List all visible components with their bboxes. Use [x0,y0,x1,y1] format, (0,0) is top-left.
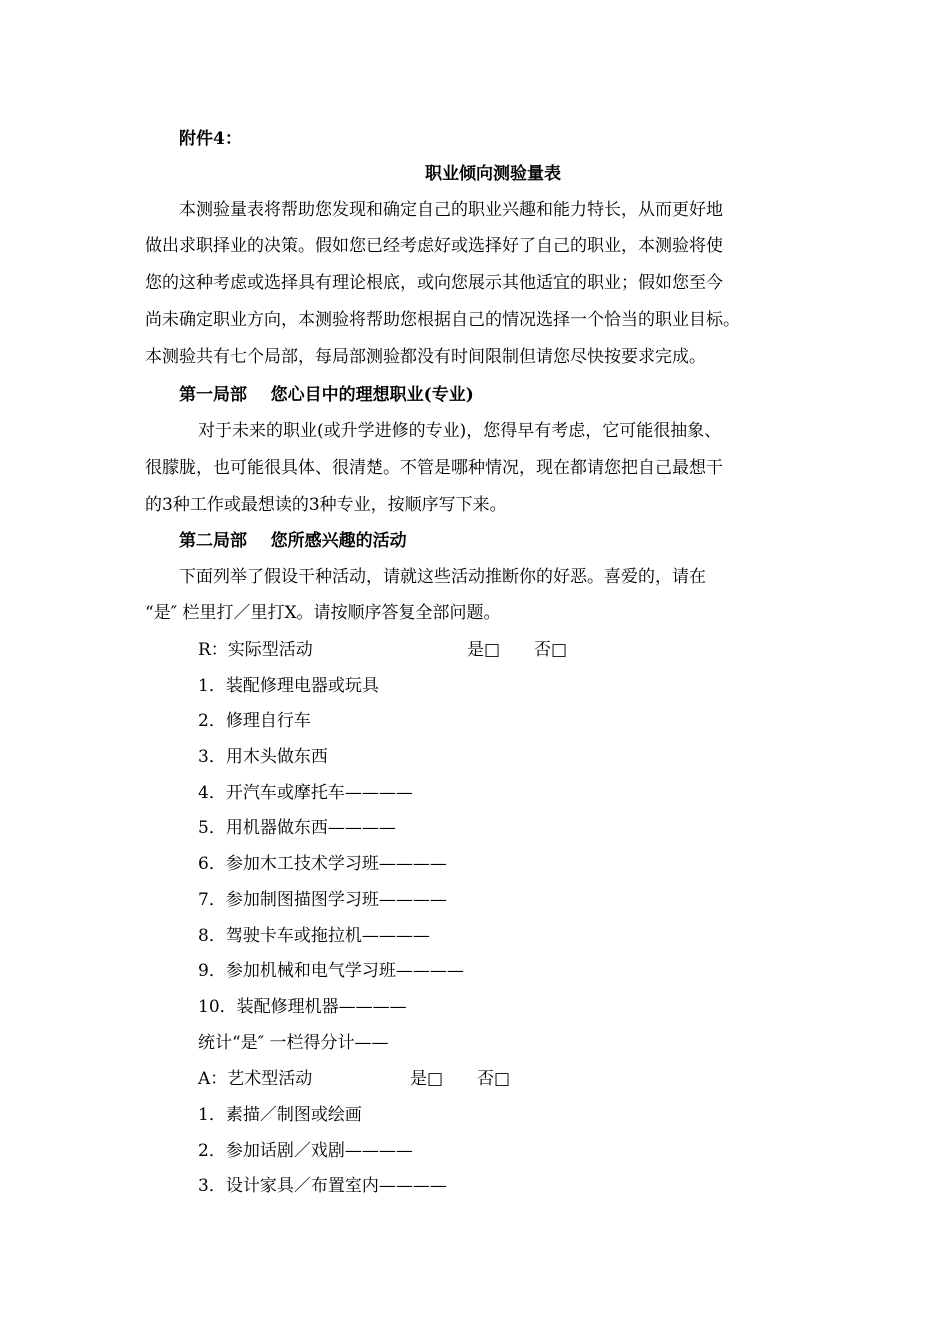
section-a-label: A：艺术型活动 [198,1069,313,1089]
section-a-yes-checkbox[interactable]: 是□ [410,1069,444,1089]
section-r-item: 10．装配修理机器———— [198,997,407,1017]
section-a-item: 2．参加话剧／戏剧———— [198,1141,413,1161]
intro-line: 本测验量表将帮助您发现和确定自己的职业兴趣和能力特长，从而更好地 [179,200,723,220]
part1-heading: 第一局部 您心目中的理想职业(专业) [179,385,474,405]
section-a-item: 3．设计家具／布置室内———— [198,1176,447,1196]
part1-text-line: 很朦胧，也可能很具体、很清楚。不管是哪种情况，现在都请您把自己最想干 [145,458,723,478]
section-r-item: 5．用机器做东西———— [198,818,396,838]
section-r-no-checkbox[interactable]: 否□ [534,640,568,660]
section-r-yes-checkbox[interactable]: 是□ [467,640,501,660]
document-title: 职业倾向测验量表 [425,164,561,184]
section-a-no-checkbox[interactable]: 否□ [477,1069,511,1089]
section-r-item: 4．开汽车或摩托车———— [198,783,413,803]
part2-text-line: 下面列举了假设干种活动，请就这些活动推断你的好恶。喜爱的，请在 [179,567,706,587]
intro-line: 本测验共有七个局部，每局部测验都没有时间限制但请您尽快按要求完成。 [145,347,706,367]
part1-text-line: 的3种工作或最想读的3种专业，按顺序写下来。 [145,495,507,515]
section-r-item: 8．驾驶卡车或拖拉机———— [198,926,430,946]
section-r-tally: 统计“是″ 一栏得分计—— [198,1033,389,1053]
section-r-item: 9．参加机械和电气学习班———— [198,961,464,981]
part2-heading: 第二局部 您所感兴趣的活动 [179,531,407,551]
intro-line: 您的这种考虑或选择具有理论根底，或向您展示其他适宜的职业；假如您至今 [145,273,723,293]
part1-text-line: 对于未来的职业(或升学进修的专业)，您得早有考虑，它可能很抽象、 [198,421,722,441]
section-r-item: 3．用木头做东西 [198,747,328,767]
section-r-item: 7．参加制图描图学习班———— [198,890,447,910]
intro-line: 尚未确定职业方向，本测验将帮助您根据自己的情况选择一个恰当的职业目标。 [145,310,740,330]
section-r-label: R：实际型活动 [198,640,313,660]
section-r-item: 1．装配修理电器或玩具 [198,676,379,696]
part2-text-line: “是″ 栏里打／里打X。请按顺序答复全部问题。 [145,603,501,623]
attachment-label: 附件4： [179,129,242,149]
section-r-item: 6．参加木工技术学习班———— [198,854,447,874]
section-r-item: 2．修理自行车 [198,711,311,731]
section-a-item: 1．素描／制图或绘画 [198,1105,362,1125]
intro-line: 做出求职择业的决策。假如您已经考虑好或选择好了自己的职业，本测验将使 [145,236,723,256]
